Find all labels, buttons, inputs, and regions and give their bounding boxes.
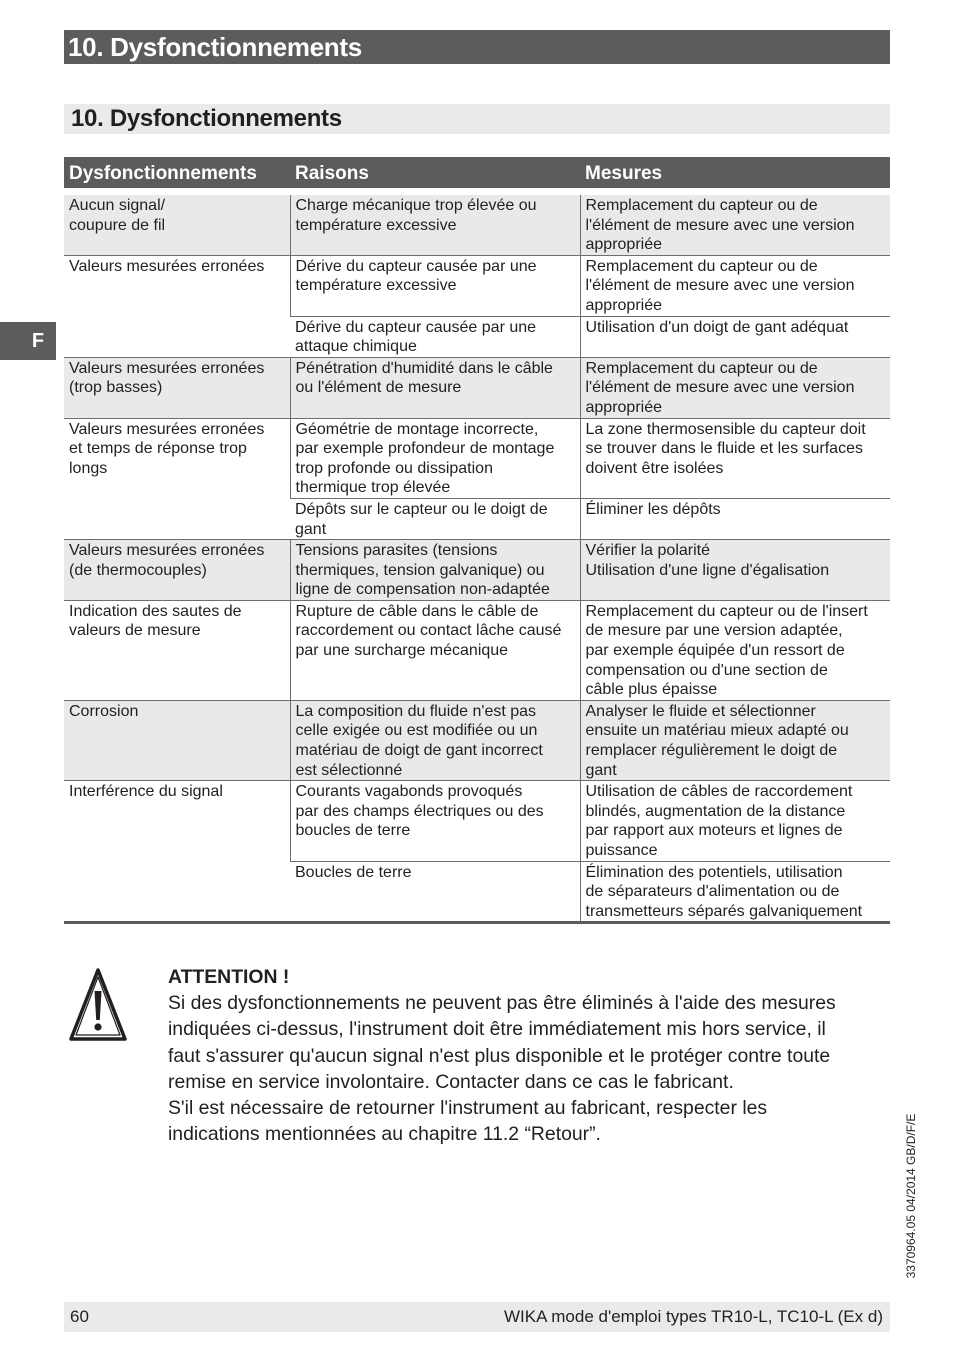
table-header-row bbox=[64, 157, 890, 188]
warning-paragraph-2: S'il est nécessaire de retourner l'instrument au fabricant, respecter les indications mentionnées au chapitre 11.2 “Retour”. bbox=[168, 1097, 768, 1146]
measure-cell: Utilisation d'un doigt de gant adéquat bbox=[580, 316, 890, 357]
measure-cell: Analyser le fluide et sélectionner ensuite un matériau mieux adapté ou remplacer régulièrement le doigt de gant bbox=[580, 700, 890, 780]
fault-cell: Valeurs mesurées erronées bbox=[64, 255, 290, 357]
measure-cell: Élimination des potentiels, utilisation de séparateurs d'alimentation ou de transmetteurs séparés galvaniquement bbox=[580, 861, 890, 923]
reason-cell: Pénétration d'humidité dans le câble ou l'élément de mesure bbox=[290, 357, 580, 418]
warning-triangle-icon bbox=[68, 966, 128, 1044]
fault-cell: Aucun signal/ coupure de fil bbox=[64, 195, 290, 255]
section-title: 10. Dysfonctionnements bbox=[64, 104, 890, 134]
table-row bbox=[64, 600, 890, 700]
column-header-faults: Dysfonctionnements bbox=[64, 157, 290, 188]
fault-cell: Valeurs mesurées erronées (trop basses) bbox=[64, 357, 290, 418]
measure-cell: Remplacement du capteur ou de l'élément de mesure avec une version appropriée bbox=[580, 357, 890, 418]
reason-cell: Charge mécanique trop élevée ou température excessive bbox=[290, 195, 580, 255]
table-row bbox=[64, 357, 890, 418]
measure-cell: La zone thermosensible du capteur doit se trouver dans le fluide et les surfaces doivent être isolées bbox=[580, 418, 890, 498]
table-row bbox=[64, 781, 890, 861]
reason-cell: Géométrie de montage incorrecte, par exemple profondeur de montage trop profonde ou dissipation thermique trop élevée bbox=[290, 418, 580, 498]
reason-cell: Dérive du capteur causée par une température excessive bbox=[290, 255, 580, 316]
reason-cell: Courants vagabonds provoqués par des champs électriques ou des boucles de terre bbox=[290, 781, 580, 861]
language-tab[interactable] bbox=[0, 322, 56, 360]
warning-notice bbox=[168, 964, 880, 1147]
reason-cell: Rupture de câble dans le câble de raccordement ou contact lâche causé par une surcharge mécanique bbox=[290, 600, 580, 700]
warning-paragraph-1: Si des dysfonctionnements ne peuvent pas être éliminés à l'aide des mesures indiquées ci-dessus, l'instrument doit être immédiatement mis hors service, il faut s'assurer qu'aucun signal n'est plus disponible et le protéger contre toute remise en service involontaire. Contacter dans ce cas le fabricant. bbox=[168, 992, 836, 1093]
document-reference-text: 3370964.05 04/2014 GB/D/F/E bbox=[904, 1113, 918, 1279]
column-header-reasons: Raisons bbox=[290, 157, 580, 188]
table-row bbox=[64, 418, 890, 498]
measure-cell: Vérifier la polarité Utilisation d'une ligne d'égalisation bbox=[580, 540, 890, 601]
measure-cell: Remplacement du capteur ou de l'élément de mesure avec une version appropriée bbox=[580, 195, 890, 255]
column-header-measures: Mesures bbox=[580, 157, 890, 188]
table-row bbox=[64, 540, 890, 601]
malfunctions-table bbox=[64, 157, 890, 924]
chapter-header: 10. Dysfonctionnements bbox=[64, 30, 890, 64]
measure-cell: Remplacement du capteur ou de l'insert de mesure par une version adaptée, par exemple équipée d'un ressort de compensation ou d'une section de câble plus épaisse bbox=[580, 600, 890, 700]
fault-cell: Interférence du signal bbox=[64, 781, 290, 923]
fault-cell: Valeurs mesurées erronées (de thermocouples) bbox=[64, 540, 290, 601]
table-row bbox=[64, 255, 890, 316]
reason-cell: Boucles de terre bbox=[290, 861, 580, 923]
page-number: 60 bbox=[70, 1307, 89, 1326]
warning-title: ATTENTION ! bbox=[168, 966, 290, 988]
reason-cell: La composition du fluide n'est pas celle exigée ou est modifiée ou un matériau de doigt de gant incorrect est sélectionné bbox=[290, 700, 580, 780]
reason-cell: Dérive du capteur causée par une attaque chimique bbox=[290, 316, 580, 357]
fault-cell: Valeurs mesurées erronées et temps de réponse trop longs bbox=[64, 418, 290, 540]
table-row bbox=[64, 195, 890, 255]
measure-cell: Utilisation de câbles de raccordement blindés, augmentation de la distance par rapport aux moteurs et lignes de puissance bbox=[580, 781, 890, 861]
footer-document-title: WIKA mode d'emploi types TR10-L, TC10-L (Ex d) bbox=[504, 1307, 883, 1326]
table-body bbox=[64, 188, 890, 923]
reason-cell: Dépôts sur le capteur ou le doigt de gant bbox=[290, 498, 580, 539]
fault-cell: Corrosion bbox=[64, 700, 290, 780]
page-footer bbox=[64, 1302, 890, 1332]
reason-cell: Tensions parasites (tensions thermiques, tension galvanique) ou ligne de compensation non-adaptée bbox=[290, 540, 580, 601]
measure-cell: Éliminer les dépôts bbox=[580, 498, 890, 539]
fault-cell: Indication des sautes de valeurs de mesure bbox=[64, 600, 290, 700]
table-row bbox=[64, 700, 890, 780]
measure-cell: Remplacement du capteur ou de l'élément de mesure avec une version appropriée bbox=[580, 255, 890, 316]
language-tab-label: F bbox=[31, 330, 45, 352]
